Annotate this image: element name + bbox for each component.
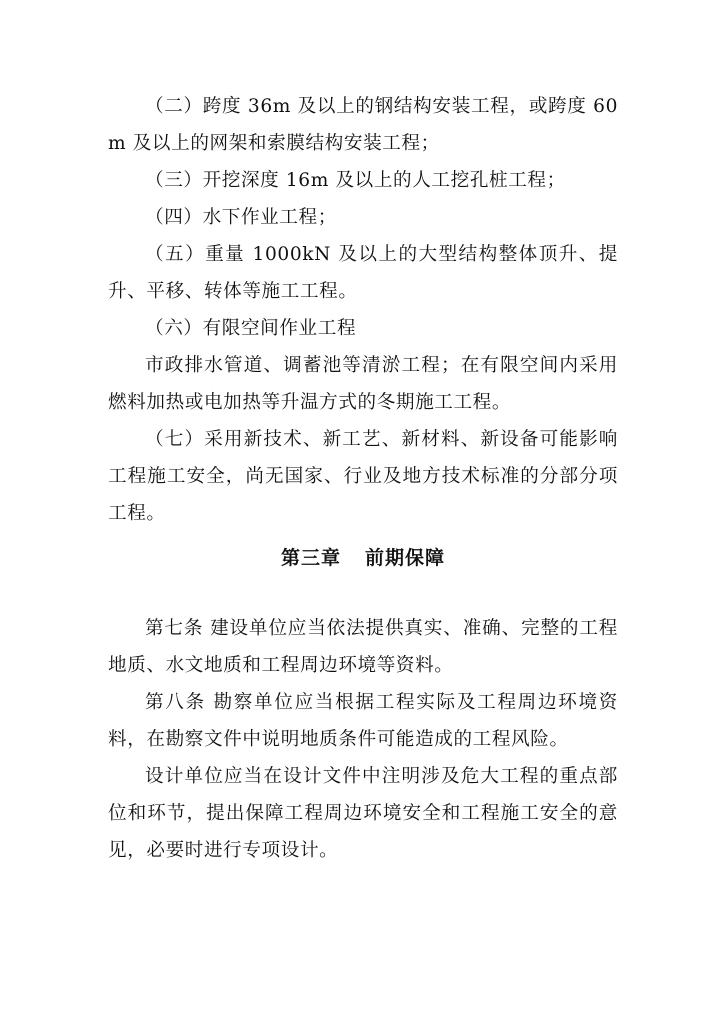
- paragraph-item-4: （四）水下作业工程；: [145, 207, 337, 228]
- article-8: 第八条 勘察单位应当根据工程实际及工程周边环境资料，在勘察文件中说明地质条件可能造成的工程风险。: [108, 692, 618, 750]
- chapter-heading: [108, 540, 618, 576]
- paragraph-item-7: （七）采用新技术、新工艺、新材料、新设备可能影响工程施工安全，尚无国家、行业及地方技术标准的分部分项工程。: [108, 429, 618, 524]
- chapter-number: 第三章: [280, 547, 341, 569]
- paragraph-item-5: （五）重量 1000kN 及以上的大型结构整体顶升、提升、平移、转体等施工工程。: [108, 244, 618, 302]
- paragraph-item-6: （六）有限空间作业工程: [145, 318, 357, 339]
- paragraph-item-3: （三）开挖深度 16m 及以上的人工挖孔桩工程；: [145, 170, 566, 191]
- article-7: 第七条 建设单位应当依法提供真实、准确、完整的工程地质、水文地质和工程周边环境等资料。: [108, 618, 618, 676]
- document-page: [108, 88, 618, 869]
- chapter-title: 前期保障: [365, 547, 446, 569]
- paragraph-item-2: （二）跨度 36m 及以上的钢结构安装工程，或跨度 60m 及以上的网架和索膜结构安装工程；: [108, 96, 618, 154]
- paragraph-item-6-detail: 市政排水管道、调蓄池等清淤工程；在有限空间内采用燃料加热或电加热等升温方式的冬期施工工程。: [108, 355, 618, 413]
- article-8-design-paragraph: 设计单位应当在设计文件中注明涉及危大工程的重点部位和环节，提出保障工程周边环境安全和工程施工安全的意见，必要时进行专项设计。: [108, 766, 618, 861]
